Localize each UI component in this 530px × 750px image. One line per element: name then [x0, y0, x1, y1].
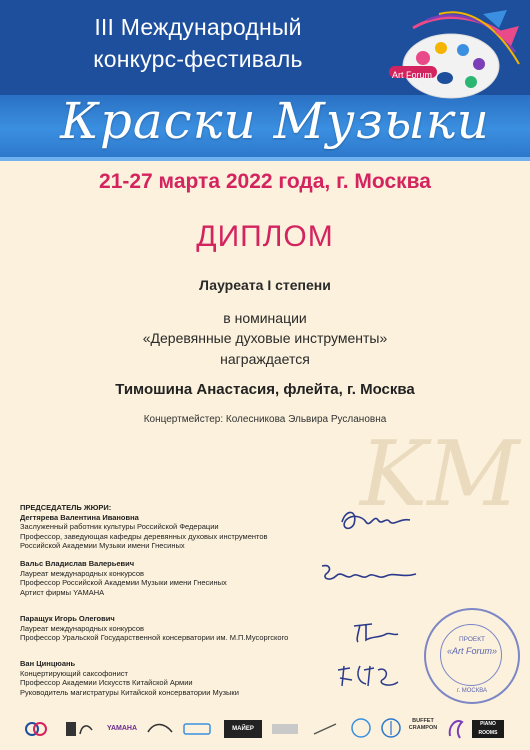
sponsor-logo-icon	[270, 720, 300, 738]
jury-member-title: Заслуженный работник культуры Российской Федерации	[20, 522, 219, 532]
jury-member-name: Дегтярева Валентина Ивановна	[20, 512, 139, 522]
sponsor-logo-yamaha: YAMAHA	[106, 725, 138, 732]
jury-member-title: Профессор Российской Академии Музыки имени Гнесиных	[20, 578, 227, 588]
signature-icon	[350, 618, 400, 646]
sponsor-logo-piano-rooms: PIANO ROOMS	[472, 720, 504, 738]
stamp-name-text: «Art Forum»	[446, 646, 497, 656]
jury-member-title: Лауреат международных конкурсов	[20, 568, 145, 578]
sponsor-logo-icon	[444, 716, 466, 740]
jury-member-name: Вальс Владислав Валерьевич	[20, 559, 135, 568]
accompanist: Концертмейстер: Колесникова Эльвира Руслановна	[143, 414, 387, 425]
festival-script-title: Краски Музыки	[60, 92, 490, 150]
palette-logo-icon	[383, 6, 523, 106]
festival-title-line2: конкурс-фестиваль	[93, 46, 303, 72]
jury-member-name: Паращук Игорь Олегович	[20, 614, 115, 623]
jury-member-title: Концертирующий саксофонист	[20, 668, 128, 678]
sponsor-logo-icon	[64, 720, 94, 738]
sponsor-logo-icon	[350, 716, 372, 740]
jury-member-title: Профессор, заведующая кафедры деревянных духовых инструментов	[20, 531, 268, 541]
official-stamp	[424, 608, 520, 704]
festival-title-line1: III Международный	[94, 14, 302, 40]
laureate-degree: Лауреата I степени	[199, 277, 331, 293]
jury-member-title: Профессор Уральской Государственной консерватории им. М.П.Мусоргского	[20, 633, 289, 643]
jury-member-title: Руководитель магистратуры Китайской консерватории Музыки	[20, 687, 239, 697]
signature-icon	[332, 660, 402, 692]
jury-member-title: Профессор Академии Искусств Китайской Армии	[20, 678, 193, 688]
jury-member-4	[20, 659, 340, 697]
jury-member-1	[20, 503, 340, 551]
jury-member-3	[20, 614, 340, 643]
header-divider	[0, 157, 530, 161]
nomination-intro: в номинации	[223, 310, 307, 326]
signature-icon	[336, 504, 416, 534]
sponsor-logo-icon	[146, 720, 174, 738]
sponsor-logo-maier: МАЙЕР	[224, 720, 262, 738]
jury-chair-heading: ПРЕДСЕДАТЕЛЬ ЖЮРИ:	[20, 503, 112, 512]
sponsor-logo-icon	[24, 720, 48, 738]
jury-member-title: Лауреат международных конкурсов	[20, 623, 145, 633]
jury-member-title: Российской Академии Музыки имени Гнесиных	[20, 541, 185, 551]
diploma-title: ДИПЛОМ	[196, 220, 334, 253]
stamp-top-text: ПРОЕКТ	[458, 636, 485, 643]
nomination-name: «Деревянные духовые инструменты»	[142, 330, 388, 346]
monogram-watermark-icon: KM	[360, 422, 520, 527]
palette-logo-label: Art Forum	[391, 70, 432, 80]
jury-member-2	[20, 559, 340, 597]
sponsor-logo-icon	[182, 720, 212, 738]
stamp-city-text: г. МОСКВА	[456, 688, 488, 694]
sponsor-logo-icon	[380, 716, 402, 740]
signature-icon	[316, 560, 420, 590]
festival-dates: 21-27 марта 2022 года, г. Москва	[99, 170, 431, 193]
sponsor-logo-icon	[310, 720, 340, 738]
winner-name: Тимошина Анастасия, флейта, г. Москва	[115, 381, 415, 398]
sponsor-logo-buffet: BUFFET CRAMPON	[408, 718, 438, 731]
sponsor-logos	[24, 716, 504, 744]
jury-member-name: Ван Цинцюань	[20, 659, 76, 668]
awarded-text: награждается	[220, 351, 310, 367]
jury-member-title: Артист фирмы YAMAHA	[20, 587, 105, 597]
